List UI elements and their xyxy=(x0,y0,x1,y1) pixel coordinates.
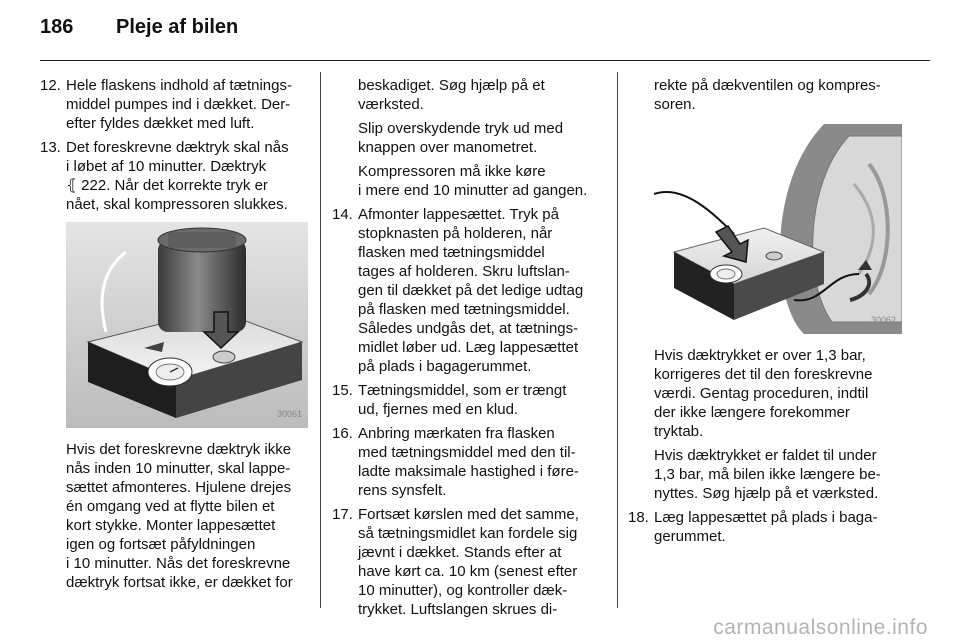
step-number: 13. xyxy=(40,139,61,156)
text-line: rekte på dækventilen og kompres- xyxy=(654,77,881,94)
text-line: 1,3 bar, må bilen ikke længere be- xyxy=(654,466,881,483)
text-line: gerummet. xyxy=(654,528,726,545)
step-number: 18. xyxy=(628,509,649,526)
text-line: middel pumpes ind i dækket. Der- xyxy=(66,96,291,113)
text-line: have kørt ca. 10 km (senest efter xyxy=(358,563,578,580)
paragraph xyxy=(332,162,604,200)
text-line: ladte maksimale hastighed i føre- xyxy=(358,463,579,480)
paragraph xyxy=(332,76,604,114)
column-divider-2 xyxy=(617,72,618,608)
column-divider-1 xyxy=(320,72,321,608)
text-line: Anbring mærkaten fra flasken xyxy=(358,425,555,442)
compressor-wheel-illustration xyxy=(654,124,902,334)
column-1 xyxy=(40,76,308,592)
step-number: 17. xyxy=(332,506,353,523)
figure-compressor-bottle xyxy=(66,222,308,428)
step-12 xyxy=(40,76,308,133)
step-number: 15. xyxy=(332,382,353,399)
text-line: med tætningsmiddel med den til- xyxy=(358,444,576,461)
page-number: 186 xyxy=(40,16,74,38)
compressor-bottle-illustration xyxy=(66,222,308,428)
step-number: 16. xyxy=(332,425,353,442)
text-line: midlet løber ud. Læg lappesættet xyxy=(358,339,579,356)
text-line: gen til dækket på det ledige udtag xyxy=(358,282,584,299)
text-line: nås inden 10 minutter, skal lappe- xyxy=(66,460,291,477)
page-title: Pleje af bilen xyxy=(116,16,239,38)
text-line: Tætningsmiddel, som er trængt xyxy=(358,382,567,399)
text-line: i mere end 10 minutter ad gangen. xyxy=(358,182,588,199)
text-line: værdi. Gentag proceduren, indtil xyxy=(654,385,869,402)
text-line: Kompressoren må ikke køre xyxy=(358,163,546,180)
step-18 xyxy=(628,508,902,546)
text-line: ud, fjernes med en klud. xyxy=(358,401,519,418)
text-line: tryktab. xyxy=(654,423,704,440)
text-line: i løbet af 10 minutter. Dæktryk xyxy=(66,158,267,175)
watermark: carmanualsonline.info xyxy=(713,616,928,639)
text-line: flasken med tætningsmiddel xyxy=(358,244,545,261)
paragraph-note xyxy=(628,446,902,503)
text-line: Hvis dæktrykket er over 1,3 bar, xyxy=(654,347,866,364)
step-16 xyxy=(332,424,604,500)
paragraph-note xyxy=(40,440,308,592)
text-line: trykket. Luftslangen skrues di- xyxy=(358,601,558,618)
text-line: Hvis det foreskrevne dæktryk ikke xyxy=(66,441,292,458)
text-line: 10 minutter), og kontroller dæk- xyxy=(358,582,568,599)
step-13 xyxy=(40,138,308,214)
text-line: knappen over manometret. xyxy=(358,139,538,156)
step-14 xyxy=(332,205,604,376)
column-2 xyxy=(332,76,604,624)
text-line: stopknasten på holderen, når xyxy=(358,225,553,242)
figure-code: 30062 xyxy=(870,315,896,325)
text-line: dæktryk fortsat ikke, er dækket for xyxy=(66,574,293,591)
figure-code: 30061 xyxy=(276,409,302,419)
text-line: Fortsæt kørslen med det samme, xyxy=(358,506,579,523)
paragraph xyxy=(628,76,902,114)
step-number: 12. xyxy=(40,77,61,94)
text-line: efter fyldes dækket med luft. xyxy=(66,115,255,132)
text-line: Afmonter lappesættet. Tryk på xyxy=(358,206,559,223)
paragraph-note xyxy=(628,346,902,441)
text-line: beskadiget. Søg hjælp på et xyxy=(358,77,545,94)
text-line: i 10 minutter. Nås det foreskrevne xyxy=(66,555,291,572)
text-line: korrigeres det til den foreskrevne xyxy=(654,366,873,383)
text-line: der ikke længere forekommer xyxy=(654,404,850,421)
page-reference[interactable]: ⦃ 222. Når det korrekte tryk er xyxy=(66,177,268,194)
paragraph xyxy=(332,119,604,157)
text-line: på plads i bagagerummet. xyxy=(358,358,532,375)
text-line: Hvis dæktrykket er faldet til under xyxy=(654,447,877,464)
text-line: én omgang ved at flytte bilen et xyxy=(66,498,275,515)
header-divider xyxy=(40,60,930,61)
text-line: sættet afmonteres. Hjulene drejes xyxy=(66,479,292,496)
step-17 xyxy=(332,505,604,619)
step-number: 14. xyxy=(332,206,353,223)
text-line: tages af holderen. Skru luftslan- xyxy=(358,263,570,280)
text-line: Hele flaskens indhold af tætnings- xyxy=(66,77,292,94)
text-line: nyttes. Søg hjælp på et værksted. xyxy=(654,485,879,502)
text-line: soren. xyxy=(654,96,696,113)
column-3 xyxy=(628,76,902,551)
step-15 xyxy=(332,381,604,419)
text-line: så tætningsmidlet kan fordele sig xyxy=(358,525,578,542)
text-line: rens synsfelt. xyxy=(358,482,447,499)
text-line: værksted. xyxy=(358,96,424,113)
text-line: Læg lappesættet på plads i baga- xyxy=(654,509,878,526)
text-line: nået, skal kompressoren slukkes. xyxy=(66,196,288,213)
text-line: igen og fortsæt påfyldningen xyxy=(66,536,256,553)
figure-compressor-wheel xyxy=(654,124,902,334)
text-line: jævnt i dækket. Stands efter at xyxy=(358,544,562,561)
text-line: på flasken med tætningsmiddel. xyxy=(358,301,570,318)
text-line: kort stykke. Monter lappesættet xyxy=(66,517,276,534)
text-line: Slip overskydende tryk ud med xyxy=(358,120,564,137)
text-line: Det foreskrevne dæktryk skal nås xyxy=(66,139,289,156)
text-line: Således undgås det, at tætnings- xyxy=(358,320,579,337)
